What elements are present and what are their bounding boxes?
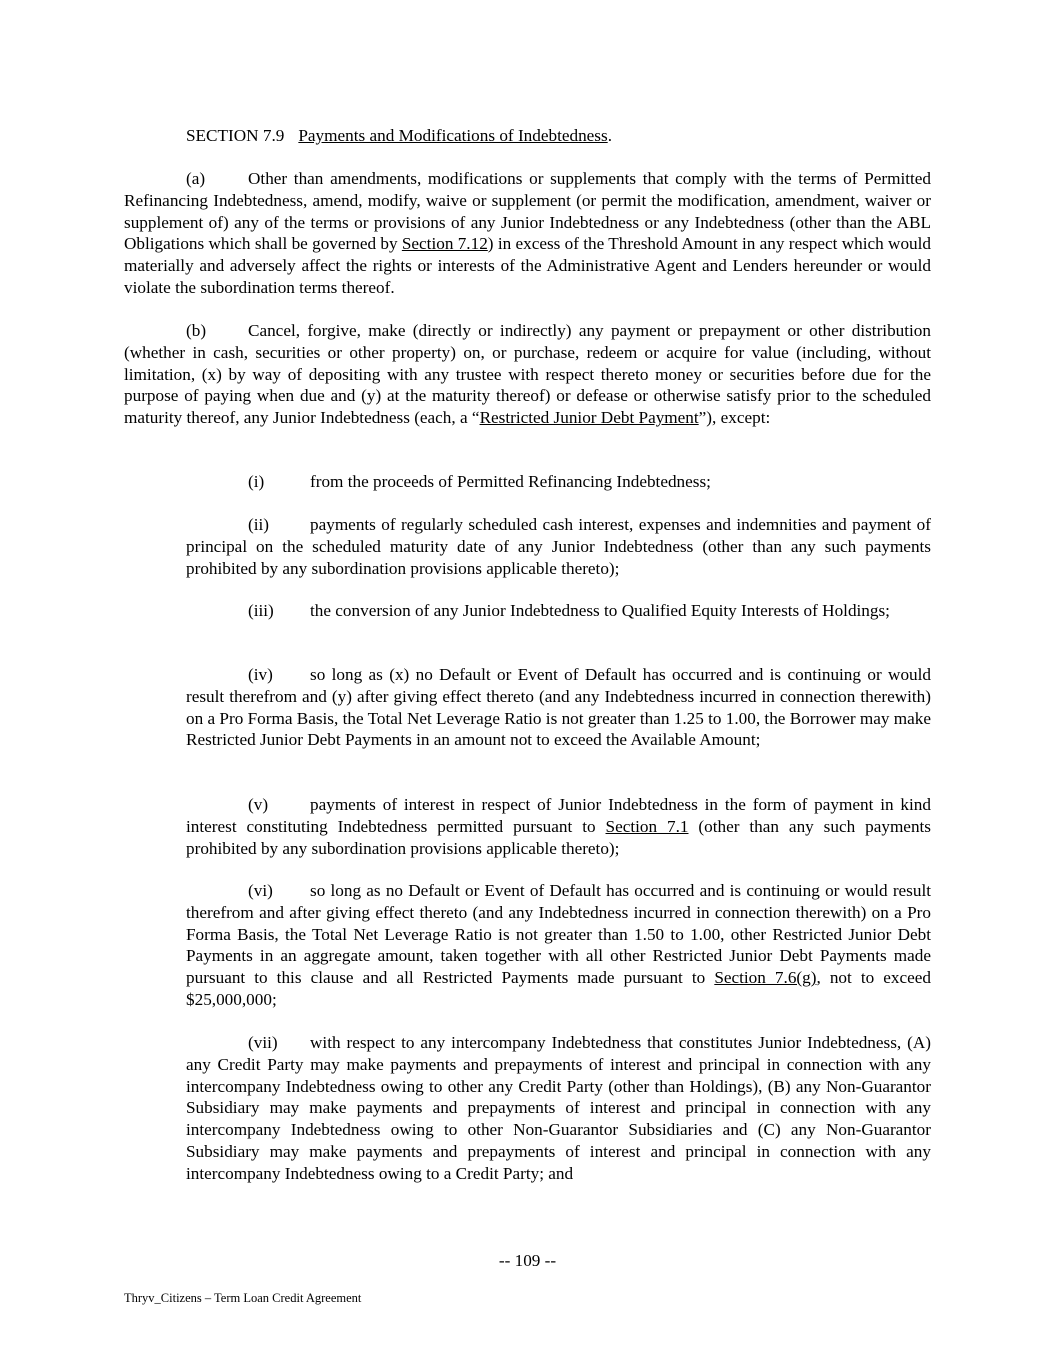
clause-v-label: (v) xyxy=(248,795,269,814)
clause-iii-text: the conversion of any Junior Indebtedness to Qualified Equity Interests of Holdings; xyxy=(310,601,890,620)
clause-vii xyxy=(186,1032,931,1185)
paragraph-a-text-2: ) in excess of the Threshold Amount in any respect which would materially and adversely affect the rights or interests of the Administrative Agent and Lenders hereunder or would violate the subordination terms thereof. xyxy=(124,234,931,297)
restricted-junior-debt-payment-term: Restricted Junior Debt Payment xyxy=(479,408,699,428)
clause-vi-text-2: , not to exceed $25,000,000; xyxy=(186,968,931,1009)
clause-v-text-1: payments of interest in respect of Junior Indebtedness in the form of payment in kind interest constituting Indebtedness permitted pursuant to xyxy=(186,795,931,836)
paragraph-b xyxy=(124,320,931,429)
section-7-12-reference: Section 7.12 xyxy=(401,234,488,254)
clause-ii-text: payments of regularly scheduled cash interest, expenses and indemnities and payment of principal on the scheduled maturity date of any Junior Indebtedness (other than any such payments prohibited by any subordination provisions applicable thereto); xyxy=(186,515,931,578)
paragraph-a-text-1: Other than amendments, modifications or supplements that comply with the terms of Permitted Refinancing Indebtedness, amend, modify, waive or supplement (or permit the modification, amendment, waiver or supplement of) any of the terms or provisions of any Junior Indebtedness or any Indebtedness (other than the ABL Obligations which shall be governed by xyxy=(124,169,931,254)
clause-v-text-2: (other than any such payments prohibited by any subordination provisions applicable thereto); xyxy=(186,816,931,858)
section-7-6-g-reference: Section 7.6(g) xyxy=(714,968,817,988)
clause-vi xyxy=(186,880,931,1011)
clause-vi-label: (vi) xyxy=(248,881,273,900)
clause-iii-label: (iii) xyxy=(248,601,274,620)
section-7-1-reference: Section 7.1 xyxy=(605,816,689,836)
clause-ii-label: (ii) xyxy=(248,515,269,534)
clause-vii-label: (vii) xyxy=(248,1033,278,1052)
section-heading xyxy=(186,125,612,147)
paragraph-b-text-2: ”), except: xyxy=(698,408,771,428)
paragraph-a xyxy=(124,168,931,299)
clause-i-label: (i) xyxy=(248,472,265,491)
clause-iv-label: (iv) xyxy=(248,665,273,684)
section-title-period: . xyxy=(607,126,612,145)
clause-iv xyxy=(186,664,931,751)
clause-vii-text: with respect to any intercompany Indebtedness that constitutes Junior Indebtedness, (A) any Credit Party may make payments and prepayments of interest and principal in connection with any intercompany Indebtedness owing to other any Credit Party (other than Holdings), (B) any Non-Guarantor Subsidiary may make payments and prepayments of interest and principal in connection with any intercompany Indebtedness owing to other Non-Guarantor Subsidiaries and (C) any Non-Guarantor Subsidiary may make payments and prepayments of interest and principal in connection with any intercompany Indebtedness owing to a Credit Party; and xyxy=(186,1033,931,1183)
section-number: SECTION 7.9 xyxy=(186,126,285,145)
clause-iv-text: so long as (x) no Default or Event of Default has occurred and is continuing or would result therefrom and (y) after giving effect thereto (and any Indebtedness incurred in connection therewith) on a Pro Forma Basis, the Total Net Leverage Ratio is not greater than 1.25 to 1.00, the Borrower may make Restricted Junior Debt Payments in an amount not to exceed the Available Amount; xyxy=(186,665,931,750)
clause-vi-text-1: so long as no Default or Event of Default has occurred and is continuing or would result therefrom and after giving effect thereto (and any Indebtedness incurred in connection therewith) on a Pro Forma Basis, the Total Net Leverage Ratio is not greater than 1.50 to 1.00, other Restricted Junior Debt Payments in an aggregate amount, taken together with all other Restricted Junior Debt Payments made pursuant to this clause and all Restricted Payments made pursuant to xyxy=(186,881,931,988)
clause-i xyxy=(186,471,931,493)
document-title-footer: Thryv_Citizens – Term Loan Credit Agreement xyxy=(124,1291,362,1305)
page-number: -- 109 -- xyxy=(498,1251,557,1270)
clause-iii xyxy=(186,600,931,622)
section-title: Payments and Modifications of Indebtedness xyxy=(298,126,608,145)
clause-ii xyxy=(186,514,931,579)
paragraph-b-label: (b) xyxy=(186,321,207,340)
paragraph-b-text-1: Cancel, forgive, make (directly or indirectly) any payment or prepayment or other distribution (whether in cash, securities or other property) on, or purchase, redeem or acquire for value (including, without limitation, (x) by way of depositing with any trustee with respect thereto money or securities before due for the purpose of paying when due and (y) at the maturity thereof) or defease or otherwise satisfy prior to the scheduled maturity thereof, any Junior Indebtedness (each, a “ xyxy=(124,321,931,428)
clause-v xyxy=(186,794,931,859)
paragraph-a-label: (a) xyxy=(186,169,206,188)
clause-i-text: from the proceeds of Permitted Refinancing Indebtedness; xyxy=(310,472,711,491)
